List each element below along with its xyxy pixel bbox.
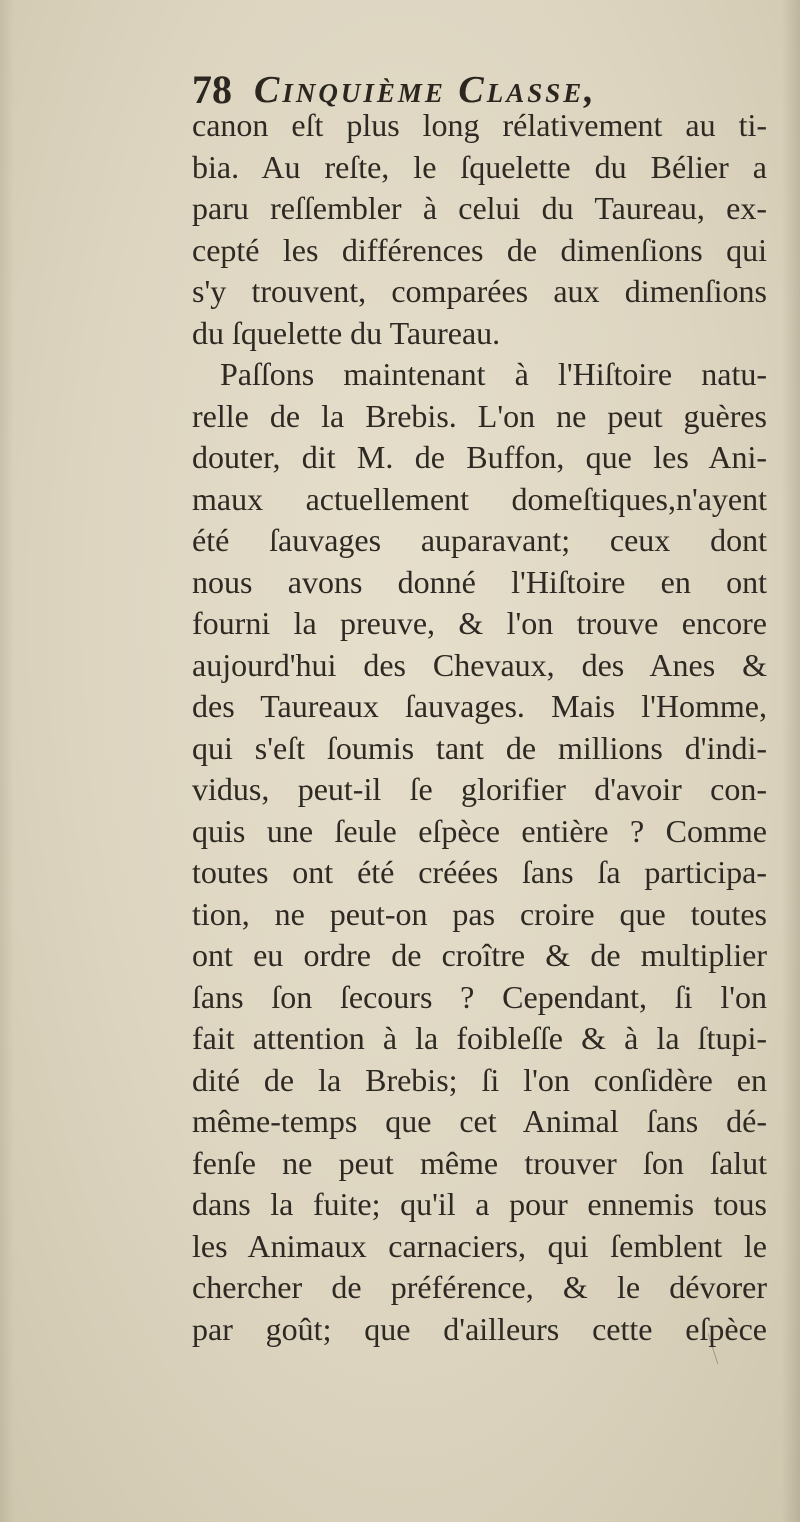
text-line: fait attention à la foibleſſe & à la ſtupi- xyxy=(192,1020,767,1056)
text-line: vidus, peut-il ſe glorifier d'avoir con- xyxy=(192,771,767,807)
body-text xyxy=(192,105,767,1350)
text-line: dans la fuite; qu'il a pour ennemis tous xyxy=(192,1186,767,1222)
text-line: du ſquelette du Taureau. xyxy=(192,314,501,351)
text-line: s'y trouvent, comparées aux dimenſions xyxy=(192,273,767,309)
text-line: les Animaux carnaciers, qui ſemblent le xyxy=(192,1227,767,1264)
text-line: dité de la Brebis; ſi l'on conſidère en xyxy=(192,1061,767,1098)
text-line: canon eſt plus long rélativement au ti- xyxy=(192,107,767,143)
text-line: aujourd'hui des Chevaux, des Anes & xyxy=(192,646,767,683)
text-line: bia. Au reſte, le ſquelette du Bélier a xyxy=(192,148,767,185)
text-line: cepté les différences de dimenſions qui xyxy=(192,231,767,268)
text-line: des Taureaux ſauvages. Mais l'Homme, xyxy=(192,688,767,724)
text-line: par goût; que d'ailleurs cette eſpèce xyxy=(192,1310,767,1347)
text-line: maux actuellement domeſtiques,n'ayent xyxy=(192,480,767,517)
text-line: été ſauvages auparavant; ceux dont xyxy=(192,522,767,558)
text-line: ont eu ordre de croître & de multiplier xyxy=(192,937,767,973)
text-line: même-temps que cet Animal ſans dé- xyxy=(192,1103,767,1139)
text-line: quis une ſeule eſpèce entière ? Comme xyxy=(192,812,767,849)
text-line: qui s'eſt ſoumis tant de millions d'indi- xyxy=(192,729,767,766)
text-line: douter, dit M. de Buffon, que les Ani- xyxy=(192,439,767,475)
text-line: paru reſſembler à celui du Taureau, ex- xyxy=(192,190,767,226)
text-line: fourni la preuve, & l'on trouve encore xyxy=(192,605,767,641)
text-line: ſans ſon ſecours ? Cependant, ſi l'on xyxy=(192,978,767,1015)
text-line: relle de la Brebis. L'on ne peut guères xyxy=(192,397,767,434)
text-line: tion, ne peut-on pas croire que toutes xyxy=(192,895,767,932)
page-number: 78 xyxy=(192,67,232,112)
text-line: toutes ont été créées ſans ſa participa- xyxy=(192,854,767,890)
running-head: Cinquième Classe, xyxy=(254,69,597,111)
text-line: Paſſons maintenant à l'Hiſtoire natu- xyxy=(220,356,767,392)
text-line: nous avons donné l'Hiſtoire en ont xyxy=(192,563,767,600)
text-line: fenſe ne peut même trouver ſon ſalut xyxy=(192,1144,767,1181)
text-line: chercher de préférence, & le dévorer xyxy=(192,1269,767,1305)
